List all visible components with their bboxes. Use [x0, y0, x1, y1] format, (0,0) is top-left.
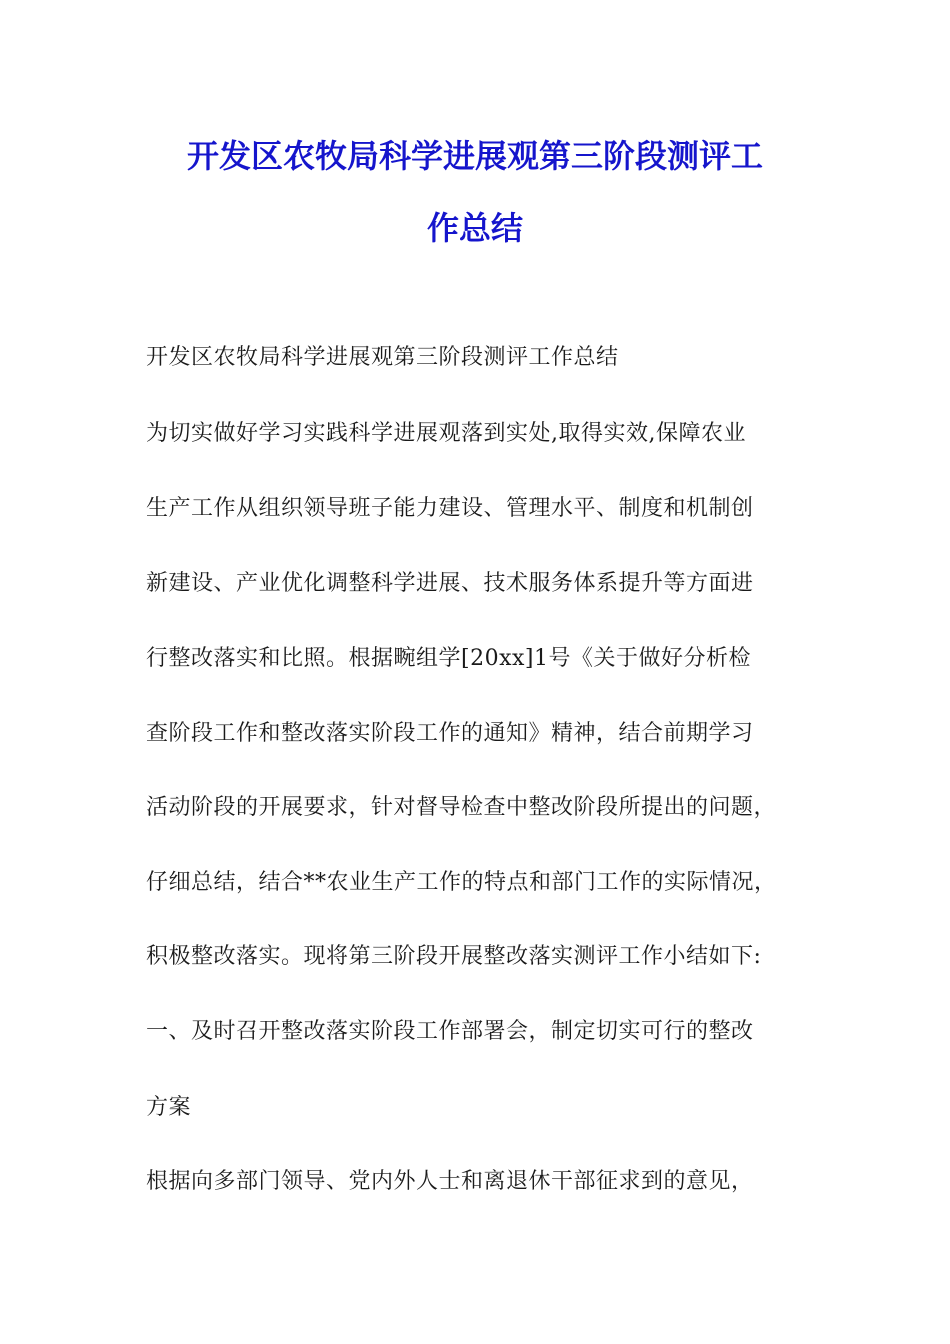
body-line: 积极整改落实。现将第三阶段开展整改落实测评工作小结如下:	[146, 944, 762, 969]
document-title-line-2: 作总结	[426, 209, 523, 247]
body-line: 新建设、产业优化调整科学进展、技术服务体系提升等方面进	[146, 571, 754, 596]
body-line: 仔细总结，结合**农业生产工作的特点和部门工作的实际情况，	[146, 870, 777, 895]
body-line: 一、及时召开整改落实阶段工作部署会，制定切实可行的整改	[146, 1019, 754, 1044]
body-line: 为切实做好学习实践科学进展观落到实处,取得实效,保障农业	[146, 421, 746, 446]
body-line: 行整改落实和比照。根据畹组学[20xx]1号《关于做好分析检	[146, 646, 751, 671]
body-line: 活动阶段的开展要求，针对督导检查中整改阶段所提出的问题，	[146, 795, 777, 820]
body-line: 生产工作从组织领导班子能力建设、管理水平、制度和机制创	[146, 496, 754, 521]
document-title-line-1: 开发区农牧局科学进展观第三阶段测评工	[186, 137, 763, 175]
body-line: 方案	[146, 1095, 192, 1120]
body-line: 根据向多部门领导、党内外人士和离退休干部征求到的意见，	[146, 1169, 754, 1194]
body-line: 查阶段工作和整改落实阶段工作的通知》精神，结合前期学习	[146, 721, 754, 746]
body-line: 开发区农牧局科学进展观第三阶段测评工作总结	[146, 345, 619, 370]
